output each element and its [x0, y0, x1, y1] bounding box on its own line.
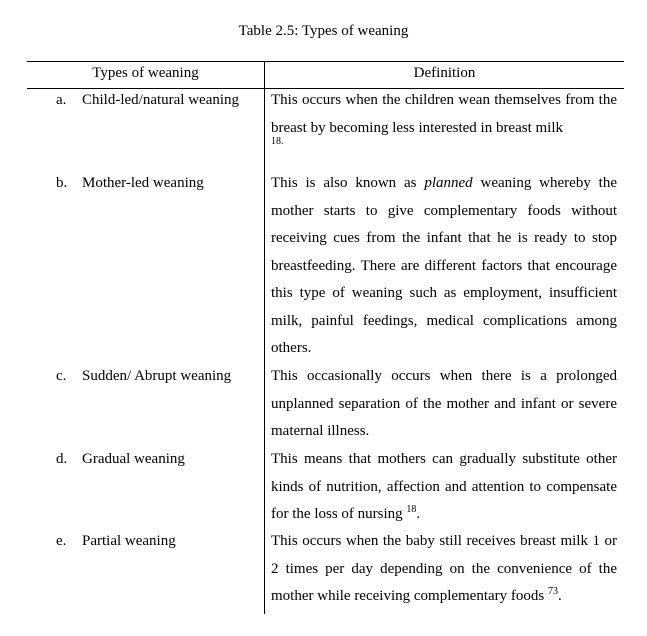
row-type: Gradual weaning: [82, 451, 185, 467]
row-type: Mother-led weaning: [82, 175, 204, 191]
row-definition: [271, 528, 617, 611]
row-type: Child-led/natural weaning: [82, 92, 240, 108]
definition-text: This occurs when the children wean themselves from the breast by becoming less interested in breast milk: [271, 92, 617, 136]
row-letter: c.: [56, 368, 67, 384]
table-top-rule: [27, 61, 624, 62]
row-letter: e.: [56, 533, 67, 549]
definition-text: This is also known as: [271, 175, 425, 191]
table-caption: Table 2.5: Types of weaning: [238, 23, 409, 39]
definition-text: This occasionally occurs when there is a prolonged unplanned separation of the mother and infant or severe maternal illness.: [271, 368, 617, 439]
reference-number: 73: [548, 586, 558, 597]
row-type: Sudden/ Abrupt weaning: [82, 368, 232, 384]
header-types-of-weaning: Types of weaning: [92, 65, 199, 81]
reference-number: 18: [271, 136, 281, 147]
row-definition: [271, 87, 617, 148]
reference-suffix: .: [281, 136, 284, 147]
column-divider: [264, 61, 265, 614]
reference-number: 18: [406, 504, 417, 515]
reference-suffix: .: [558, 588, 562, 604]
row-letter: a.: [56, 92, 67, 108]
row-definition: [271, 363, 617, 446]
definition-text: weaning whereby the mother starts to give complementary foods without receiving cues from the infant that he is ready to stop breastfeeding. There are different factors that encourage this type of weaning such as employment, insufficient milk, painful feedings, medical complications among others.: [271, 175, 617, 356]
header-definition: Definition: [413, 65, 476, 81]
row-type: Partial weaning: [82, 533, 176, 549]
definition-text: This occurs when the baby still receives breast milk 1 or 2 times per day depending on the convenience of the mother while receiving complementary foods: [271, 533, 617, 604]
definition-emphasis: planned: [424, 175, 473, 191]
row-letter: d.: [56, 451, 68, 467]
row-definition: [271, 446, 617, 529]
row-definition: [271, 170, 617, 363]
reference-suffix: .: [416, 506, 421, 522]
definition-text: This means that mothers can gradually substitute other kinds of nutrition, affection and attention to compensate for the loss of nursing: [271, 451, 617, 522]
row-letter: b.: [56, 175, 68, 191]
